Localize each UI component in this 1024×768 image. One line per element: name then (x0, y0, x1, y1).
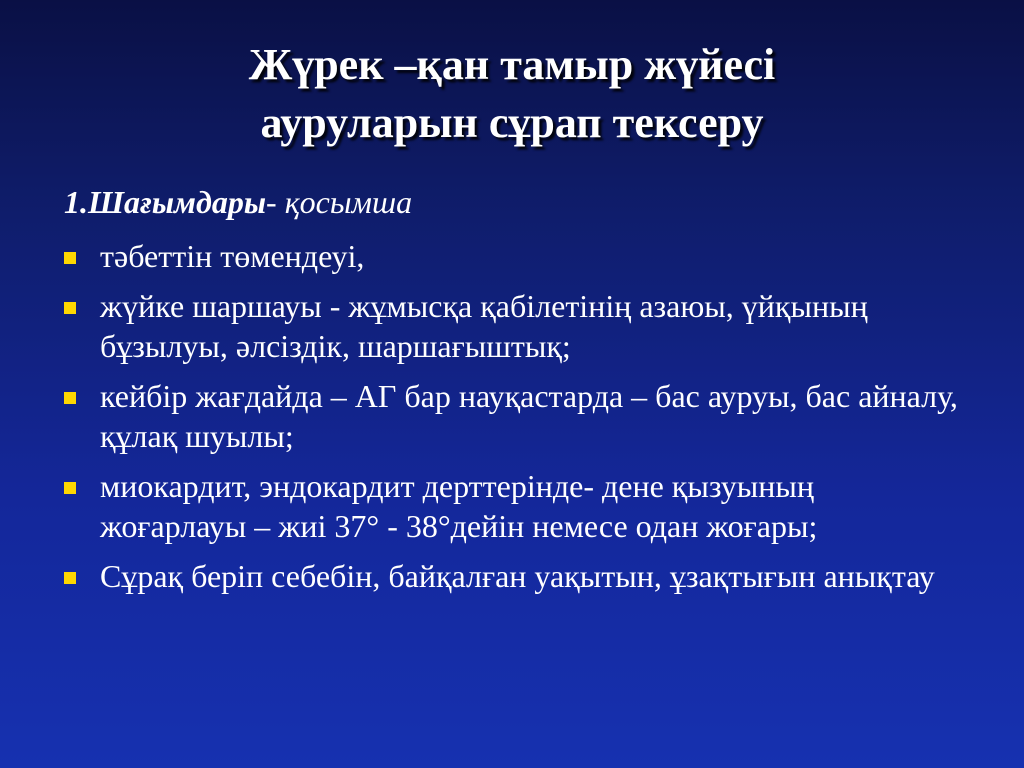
bullet-square-icon (64, 302, 76, 314)
bullet-text: Сұрақ беріп себебін, байқалған уақытын, ұзақтығын анықтау (100, 558, 935, 594)
bullet-item (64, 376, 964, 456)
section-heading-note: - қосымша (266, 184, 413, 220)
bullet-item (64, 286, 964, 366)
bullet-text: кейбір жағдайда – АГ бар науқастарда – бас ауруы, бас айналу, құлақ шуылы; (100, 378, 958, 454)
bullet-square-icon (64, 392, 76, 404)
title-line-1: Жүрек –қан тамыр жүйесі (248, 40, 776, 89)
bullet-square-icon (64, 572, 76, 584)
section-heading-label: 1.Шағымдары (64, 184, 267, 220)
bullet-list (64, 236, 964, 606)
section-heading (64, 182, 412, 222)
bullet-item (64, 236, 964, 276)
bullet-text: жүйке шаршауы - жұмысқа қабілетінің азаюы, үйқының бұзылуы, әлсіздік, шаршағыштық; (100, 288, 868, 364)
bullet-item (64, 466, 964, 546)
bullet-square-icon (64, 482, 76, 494)
title-line-2: ауруларын сұрап тексеру (260, 98, 764, 147)
bullet-text: миокардит, эндокардит дерттерінде- дене қызуының жоғарлауы – жиі 37° - 38°дейін немесе одан жоғары; (100, 468, 818, 544)
bullet-square-icon (64, 252, 76, 264)
bullet-item (64, 556, 964, 596)
bullet-text: тәбеттін төмендеуі, (100, 238, 365, 274)
slide-title (0, 36, 1024, 152)
